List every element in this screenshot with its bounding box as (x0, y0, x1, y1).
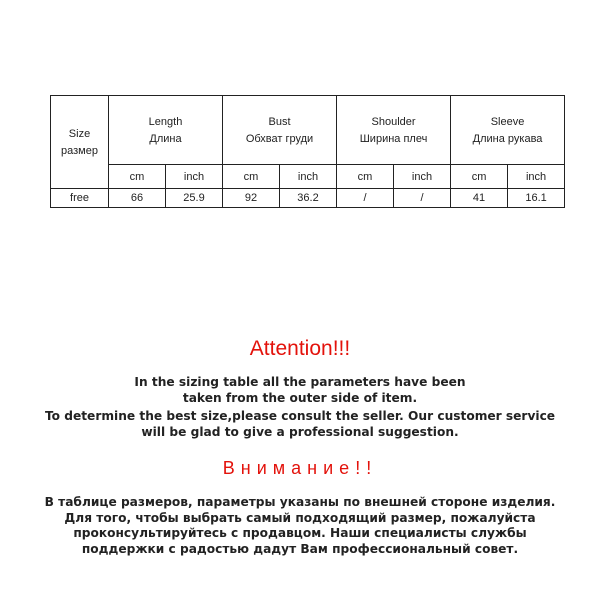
russian-note-line: В таблице размеров, параметры указаны по внешней стороне изделия. (44, 495, 556, 509)
size-chart-table (50, 95, 565, 208)
sleeve-header-ru: Длина рукава (472, 132, 543, 145)
unit-cell: inch (280, 165, 337, 189)
size-value-cell: free (51, 189, 109, 208)
russian-note-line: проконсультируйтесь с продавцом. Наши специалисты службы (73, 526, 527, 540)
bust-inch-cell: 36.2 (280, 189, 337, 208)
attention-heading: Attention!!! (249, 337, 351, 360)
length-inch-cell: 25.9 (166, 189, 223, 208)
size-header-cell (51, 96, 109, 189)
unit-cell: inch (166, 165, 223, 189)
russian-notes (0, 495, 600, 557)
unit-cell: cm (109, 165, 166, 189)
russian-note-line: поддержки с радостью дадут Вам профессиональный совет. (81, 541, 519, 556)
english-paragraph (0, 375, 600, 406)
sleeve-header-cell (451, 96, 565, 165)
english-notes (0, 375, 600, 440)
shoulder-cm-cell: / (337, 189, 394, 208)
table-unit-row (51, 165, 565, 189)
size-header-ru: размер (61, 144, 98, 157)
unit-cell: cm (223, 165, 280, 189)
english-note-line: To determine the best size,please consult the seller. Our customer service (44, 409, 556, 423)
shoulder-header-ru: Ширина плеч (359, 132, 428, 145)
table-row (51, 189, 565, 208)
russian-note-line: Для того, чтобы выбрать самый подходящий размер, пожалуйста (64, 510, 536, 525)
shoulder-inch-cell: / (394, 189, 451, 208)
english-paragraph (0, 409, 600, 440)
sleeve-header-en: Sleeve (490, 115, 525, 128)
unit-cell: inch (394, 165, 451, 189)
english-note-line: taken from the outer side of item. (182, 390, 418, 405)
unit-cell: cm (337, 165, 394, 189)
bust-cm-cell: 92 (223, 189, 280, 208)
bust-header-ru: Обхват груди (245, 132, 314, 145)
size-header-en: Size (68, 127, 91, 140)
length-header-en: Length (148, 115, 183, 128)
shoulder-header-en: Shoulder (371, 115, 416, 128)
unit-cell: inch (508, 165, 565, 189)
unit-cell: cm (451, 165, 508, 189)
sleeve-inch-cell: 16.1 (508, 189, 565, 208)
bust-header-en: Bust (268, 115, 291, 128)
bust-header-cell (223, 96, 337, 165)
vnimanie-heading: Внимание!! (222, 458, 378, 478)
english-note-line: will be glad to give a professional suggestion. (141, 424, 459, 439)
table-header-row (51, 96, 565, 165)
shoulder-header-cell (337, 96, 451, 165)
length-header-cell (109, 96, 223, 165)
length-header-ru: Длина (149, 132, 182, 145)
sleeve-cm-cell: 41 (451, 189, 508, 208)
english-note-line: In the sizing table all the parameters have been (134, 375, 466, 389)
length-cm-cell: 66 (109, 189, 166, 208)
